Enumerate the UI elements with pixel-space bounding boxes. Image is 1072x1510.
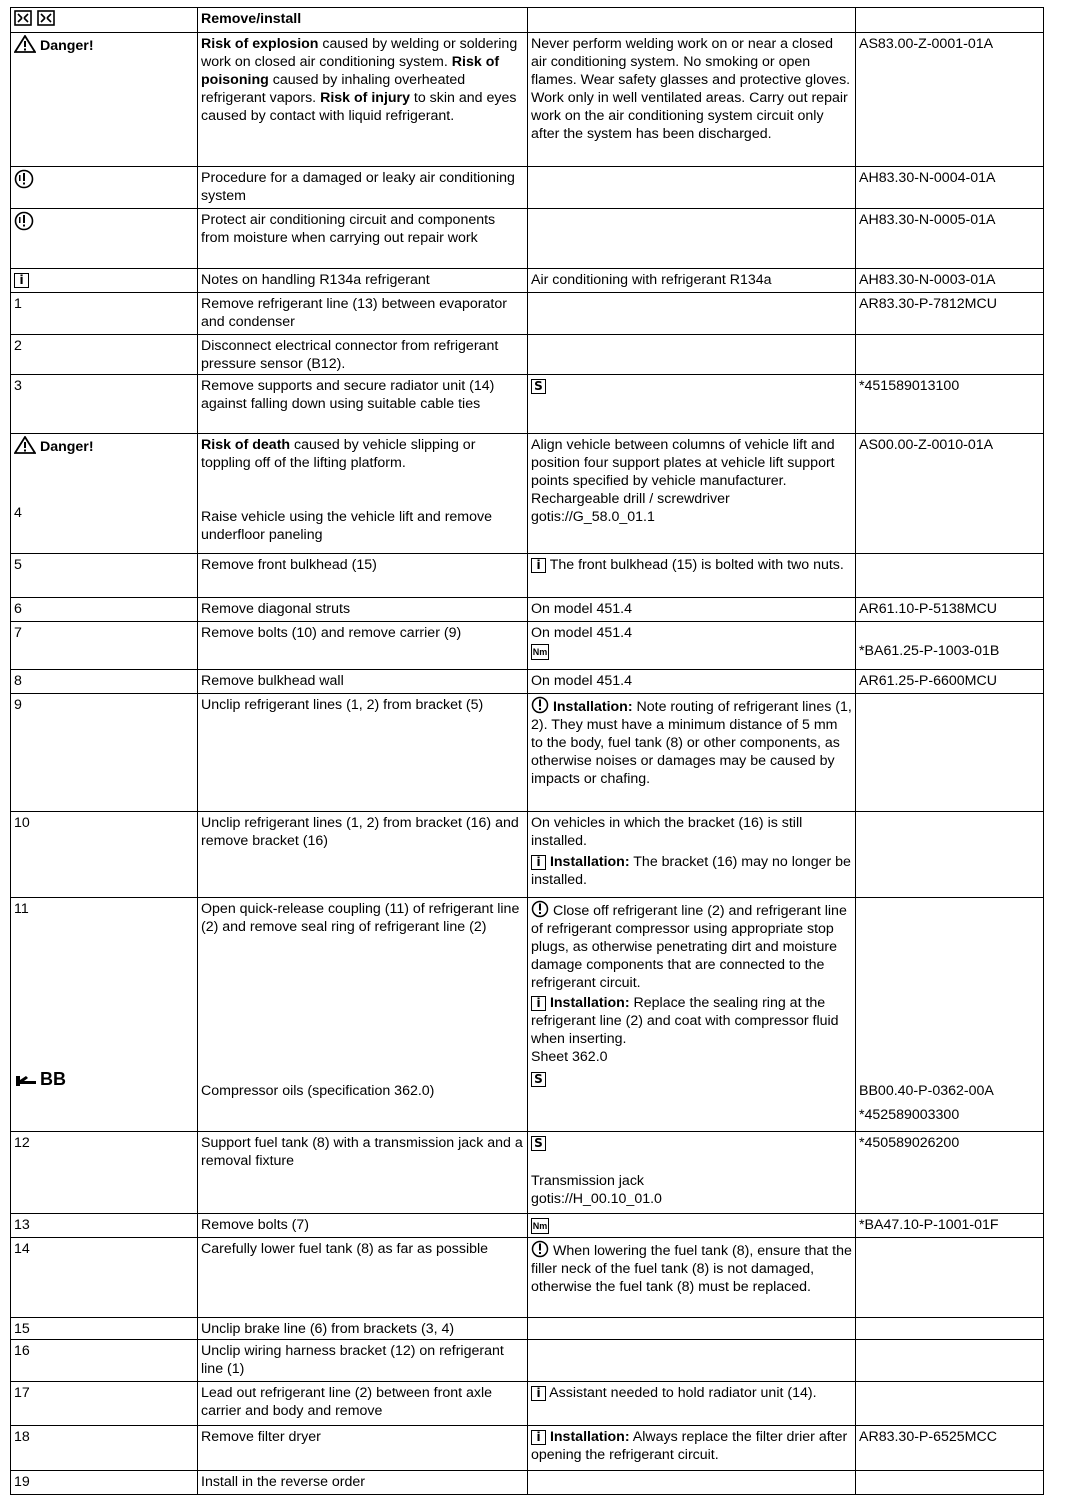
note-info: Air conditioning with refrigerant R134a <box>528 269 856 293</box>
note-row <box>11 209 1044 269</box>
header-row <box>11 8 1044 33</box>
remove-install-icon <box>14 10 56 26</box>
tool-info: Rechargeable drill / screwdriver <box>531 491 730 507</box>
info-icon: i <box>531 996 546 1011</box>
note-ref[interactable]: AH83.30-N-0005-01A <box>856 209 1044 269</box>
torque-icon[interactable]: Nm <box>531 1218 549 1234</box>
step-text: Open quick-release coupling (11) of refrigerant line (2) and remove seal ring of refrigerant line (2) <box>201 901 520 935</box>
step-text: Unclip brake line (6) from brackets (3, 4) <box>198 1318 528 1340</box>
step-text: Unclip wiring harness bracket (12) on refrigerant line (1) <box>198 1340 528 1382</box>
attention-icon <box>531 1240 549 1258</box>
step-text: Remove filter dryer <box>198 1426 528 1471</box>
step-text: Support fuel tank (8) with a transmission jack and a removal fixture <box>198 1132 528 1214</box>
step-row <box>11 1382 1044 1426</box>
step-row <box>11 670 1044 694</box>
special-tool-icon[interactable]: S <box>531 379 546 394</box>
step-text: Install in the reverse order <box>198 1471 528 1495</box>
bb-text: Compressor oils (specification 362.0) <box>201 1083 435 1099</box>
note-ref[interactable]: AH83.30-N-0004-01A <box>856 167 1044 209</box>
step-row <box>11 1340 1044 1382</box>
step-text: Unclip refrigerant lines (1, 2) from bracket (16) and remove bracket (16) <box>198 812 528 898</box>
note-text: Notes on handling R134a refrigerant <box>198 269 528 293</box>
step-number: 10 <box>11 812 198 898</box>
tool-info: Transmission jack <box>531 1173 645 1189</box>
step-number: 4 <box>14 505 22 521</box>
step-text: Raise vehicle using the vehicle lift and remove underfloor paneling <box>201 509 492 543</box>
step-row <box>11 434 1044 554</box>
procedure-table <box>10 7 1044 1495</box>
step-row <box>11 1318 1044 1340</box>
attention-icon <box>14 169 34 189</box>
remove-install-icons <box>11 8 198 33</box>
note-row <box>11 167 1044 209</box>
step-number: 3 <box>11 375 198 434</box>
info-icon: i <box>531 855 546 870</box>
info-icon: i <box>531 1386 546 1401</box>
torque-icon[interactable]: Nm <box>531 644 549 660</box>
step-number: 11 <box>14 901 29 917</box>
tool-ref[interactable]: *452589003300 <box>859 1107 960 1123</box>
step-number: 13 <box>11 1214 198 1238</box>
step-info: On model 451.4 <box>528 670 856 694</box>
note-ref[interactable]: AH83.30-N-0003-01A <box>856 269 1044 293</box>
step-number: 16 <box>11 1340 198 1382</box>
step-row: 9 Unclip refrigerant lines (1, 2) from bracket (5) Installation: Note routing of refrigerant lines (1, 2). They must have a minimum distance of 5 mm to the body, fuel tank (8) or other components, as otherwise noises or damages may be caused by impacts or chafing. <box>11 694 1044 812</box>
gotis-link[interactable]: gotis://G_58.0_01.1 <box>531 509 655 525</box>
step-number: 14 <box>11 1238 198 1318</box>
step-number: 5 <box>11 554 198 598</box>
step-text: Remove diagonal struts <box>198 598 528 622</box>
step-ref[interactable]: AR83.30-P-7812MCU <box>856 293 1044 335</box>
step-ref[interactable]: *450589026200 <box>856 1132 1044 1214</box>
step-row <box>11 293 1044 335</box>
note-text: Procedure for a damaged or leaky air conditioning system <box>198 167 528 209</box>
pointing-hand-icon <box>14 1072 40 1088</box>
step-number: 1 <box>11 293 198 335</box>
step-info: On model 451.4 <box>528 598 856 622</box>
step-text: Remove front bulkhead (15) <box>198 554 528 598</box>
danger-label: Danger! <box>39 38 94 54</box>
step-row: 18 Remove filter dryer i Installation: Always replace the filter drier after opening the refrigerant circuit. AR83.30-P-6525MCC <box>11 1426 1044 1471</box>
bb-info: Sheet 362.0 <box>531 1049 608 1065</box>
step-row <box>11 1132 1044 1214</box>
info-icon: i <box>531 1430 546 1445</box>
page-title: Remove/install <box>201 11 302 27</box>
danger-risks: Risk of explosion caused by welding or soldering work on closed air conditioning system. Risk of poisoning caused by inhaling overheated refrigerant vapors. Risk of injury to skin and eyes caused by contact with liquid refrigerant. <box>198 33 528 167</box>
step-row <box>11 622 1044 670</box>
step-ref[interactable]: AR61.25-P-6600MCU <box>856 670 1044 694</box>
step-text: Remove bulkhead wall <box>198 670 528 694</box>
step-row <box>11 1471 1044 1495</box>
step-info: When lowering the fuel tank (8), ensure that the filler neck of the fuel tank (8) is not damaged, otherwise the fuel tank (8) must be replaced. <box>531 1243 852 1295</box>
info-icon: i <box>531 558 546 573</box>
attention-icon <box>531 696 549 714</box>
step-text: Carefully lower fuel tank (8) as far as possible <box>198 1238 528 1318</box>
danger-row <box>11 33 1044 167</box>
step-number: 18 <box>11 1426 198 1471</box>
note-row <box>11 269 1044 293</box>
step-info: The front bulkhead (15) is bolted with two nuts. <box>549 557 844 573</box>
step-info: Close off refrigerant line (2) and refrigerant line of refrigerant compressor using appropriate stop plugs, as otherwise penetrating dirt and moisture damage components that are connected to the refrigerant circuit. <box>531 903 847 991</box>
step-number: 6 <box>11 598 198 622</box>
step-info: Always replace the filter drier after opening the refrigerant circuit. <box>531 1429 848 1463</box>
step-number: 2 <box>11 335 198 375</box>
step-ref[interactable]: AR61.10-P-5138MCU <box>856 598 1044 622</box>
danger-ref[interactable]: AS00.00-Z-0010-01A <box>856 434 1044 554</box>
step-row <box>11 1238 1044 1318</box>
step-row: 10 Unclip refrigerant lines (1, 2) from bracket (16) and remove bracket (16) On vehicles in which the bracket (16) is still installed. i Installation: The bracket (16) may no longer be installed. <box>11 812 1044 898</box>
step-number: 7 <box>11 622 198 670</box>
step-info: Note routing of refrigerant lines (1, 2). They must have a minimum distance of 5 mm to the body, fuel tank (8) or other components, as otherwise noises or damages may be caused by impacts or chafing. <box>531 699 852 787</box>
attention-icon <box>14 211 34 231</box>
info-icon: i <box>14 273 29 288</box>
step-number: 9 <box>11 694 198 812</box>
step-info: On model 451.4 <box>531 625 632 641</box>
step-row <box>11 375 1044 434</box>
danger-label: Danger! <box>39 439 94 455</box>
step-number: 12 <box>11 1132 198 1214</box>
step-number: 19 <box>11 1471 198 1495</box>
step-ref[interactable]: *BA61.25-P-1003-01B <box>859 643 1000 659</box>
step-text: Remove supports and secure radiator unit (14) against falling down using suitable cable ties <box>198 375 528 434</box>
step-ref[interactable]: AR83.30-P-6525MCC <box>856 1426 1044 1471</box>
bb-label: BB <box>40 1069 66 1089</box>
special-tool-icon[interactable]: S <box>531 1072 546 1087</box>
step-text: Remove bolts (7) <box>198 1214 528 1238</box>
step-row <box>11 554 1044 598</box>
step-row <box>11 598 1044 622</box>
step-ref[interactable]: *451589013100 <box>856 375 1044 434</box>
step-text: Remove bolts (10) and remove carrier (9) <box>198 622 528 670</box>
step-text: Disconnect electrical connector from refrigerant pressure sensor (B12). <box>198 335 528 375</box>
step-info: Assistant needed to hold radiator unit (14). <box>549 1385 817 1401</box>
warning-icon <box>14 35 36 53</box>
step-row <box>11 335 1044 375</box>
step-row <box>11 1214 1044 1238</box>
step-number: 17 <box>11 1382 198 1426</box>
special-tool-icon[interactable]: S <box>531 1136 546 1151</box>
danger-measure: Never perform welding work on or near a closed air conditioning system. No smoking or open flames. Wear safety glasses and protective gloves. Work only in well ventilated areas. Carry out repair work on the air conditioning system circuit only after the system has been discharged. <box>528 33 856 167</box>
bb-ref[interactable]: BB00.40-P-0362-00A <box>859 1083 994 1099</box>
step-info: On vehicles in which the bracket (16) is still installed. <box>531 815 803 849</box>
danger-measure: Align vehicle between columns of vehicle lift and position four support plates at vehicle lift support points specified by vehicle manufacturer. <box>531 437 835 489</box>
step-text: Lead out refrigerant line (2) between front axle carrier and body and remove <box>198 1382 528 1426</box>
step-row: 11 BB Open quick-release coupling (11) of refrigerant line (2) and remove seal ring of refrigerant line (2) Compressor oils (specification 362.0) Close off refrigerant line (2) and refrigerant line of refrigerant compressor using appropriate stop plugs, as otherwise penetrating dirt and moisture damage components that are connected to the refrigerant circuit. i Installation: Replace the sealing ring at the refrigerant line (2) and coat with compressor fluid when inserting. Sheet 362.0 S BB00.40-P-0362-00A *452589003300 <box>11 898 1044 1132</box>
gotis-link[interactable]: gotis://H_00.10_01.0 <box>531 1191 662 1207</box>
step-text: Unclip refrigerant lines (1, 2) from bracket (5) <box>198 694 528 812</box>
danger-risk: Risk of death caused by vehicle slipping or toppling off of the lifting platform. <box>201 437 476 471</box>
note-text: Protect air conditioning circuit and components from moisture when carrying out repair work <box>198 209 528 269</box>
step-ref[interactable]: *BA47.10-P-1001-01F <box>856 1214 1044 1238</box>
step-number: 15 <box>11 1318 198 1340</box>
attention-icon <box>531 900 549 918</box>
warning-icon <box>14 436 36 454</box>
step-text: Remove refrigerant line (13) between evaporator and condenser <box>198 293 528 335</box>
step-number: 8 <box>11 670 198 694</box>
danger-ref[interactable]: AS83.00-Z-0001-01A <box>856 33 1044 167</box>
